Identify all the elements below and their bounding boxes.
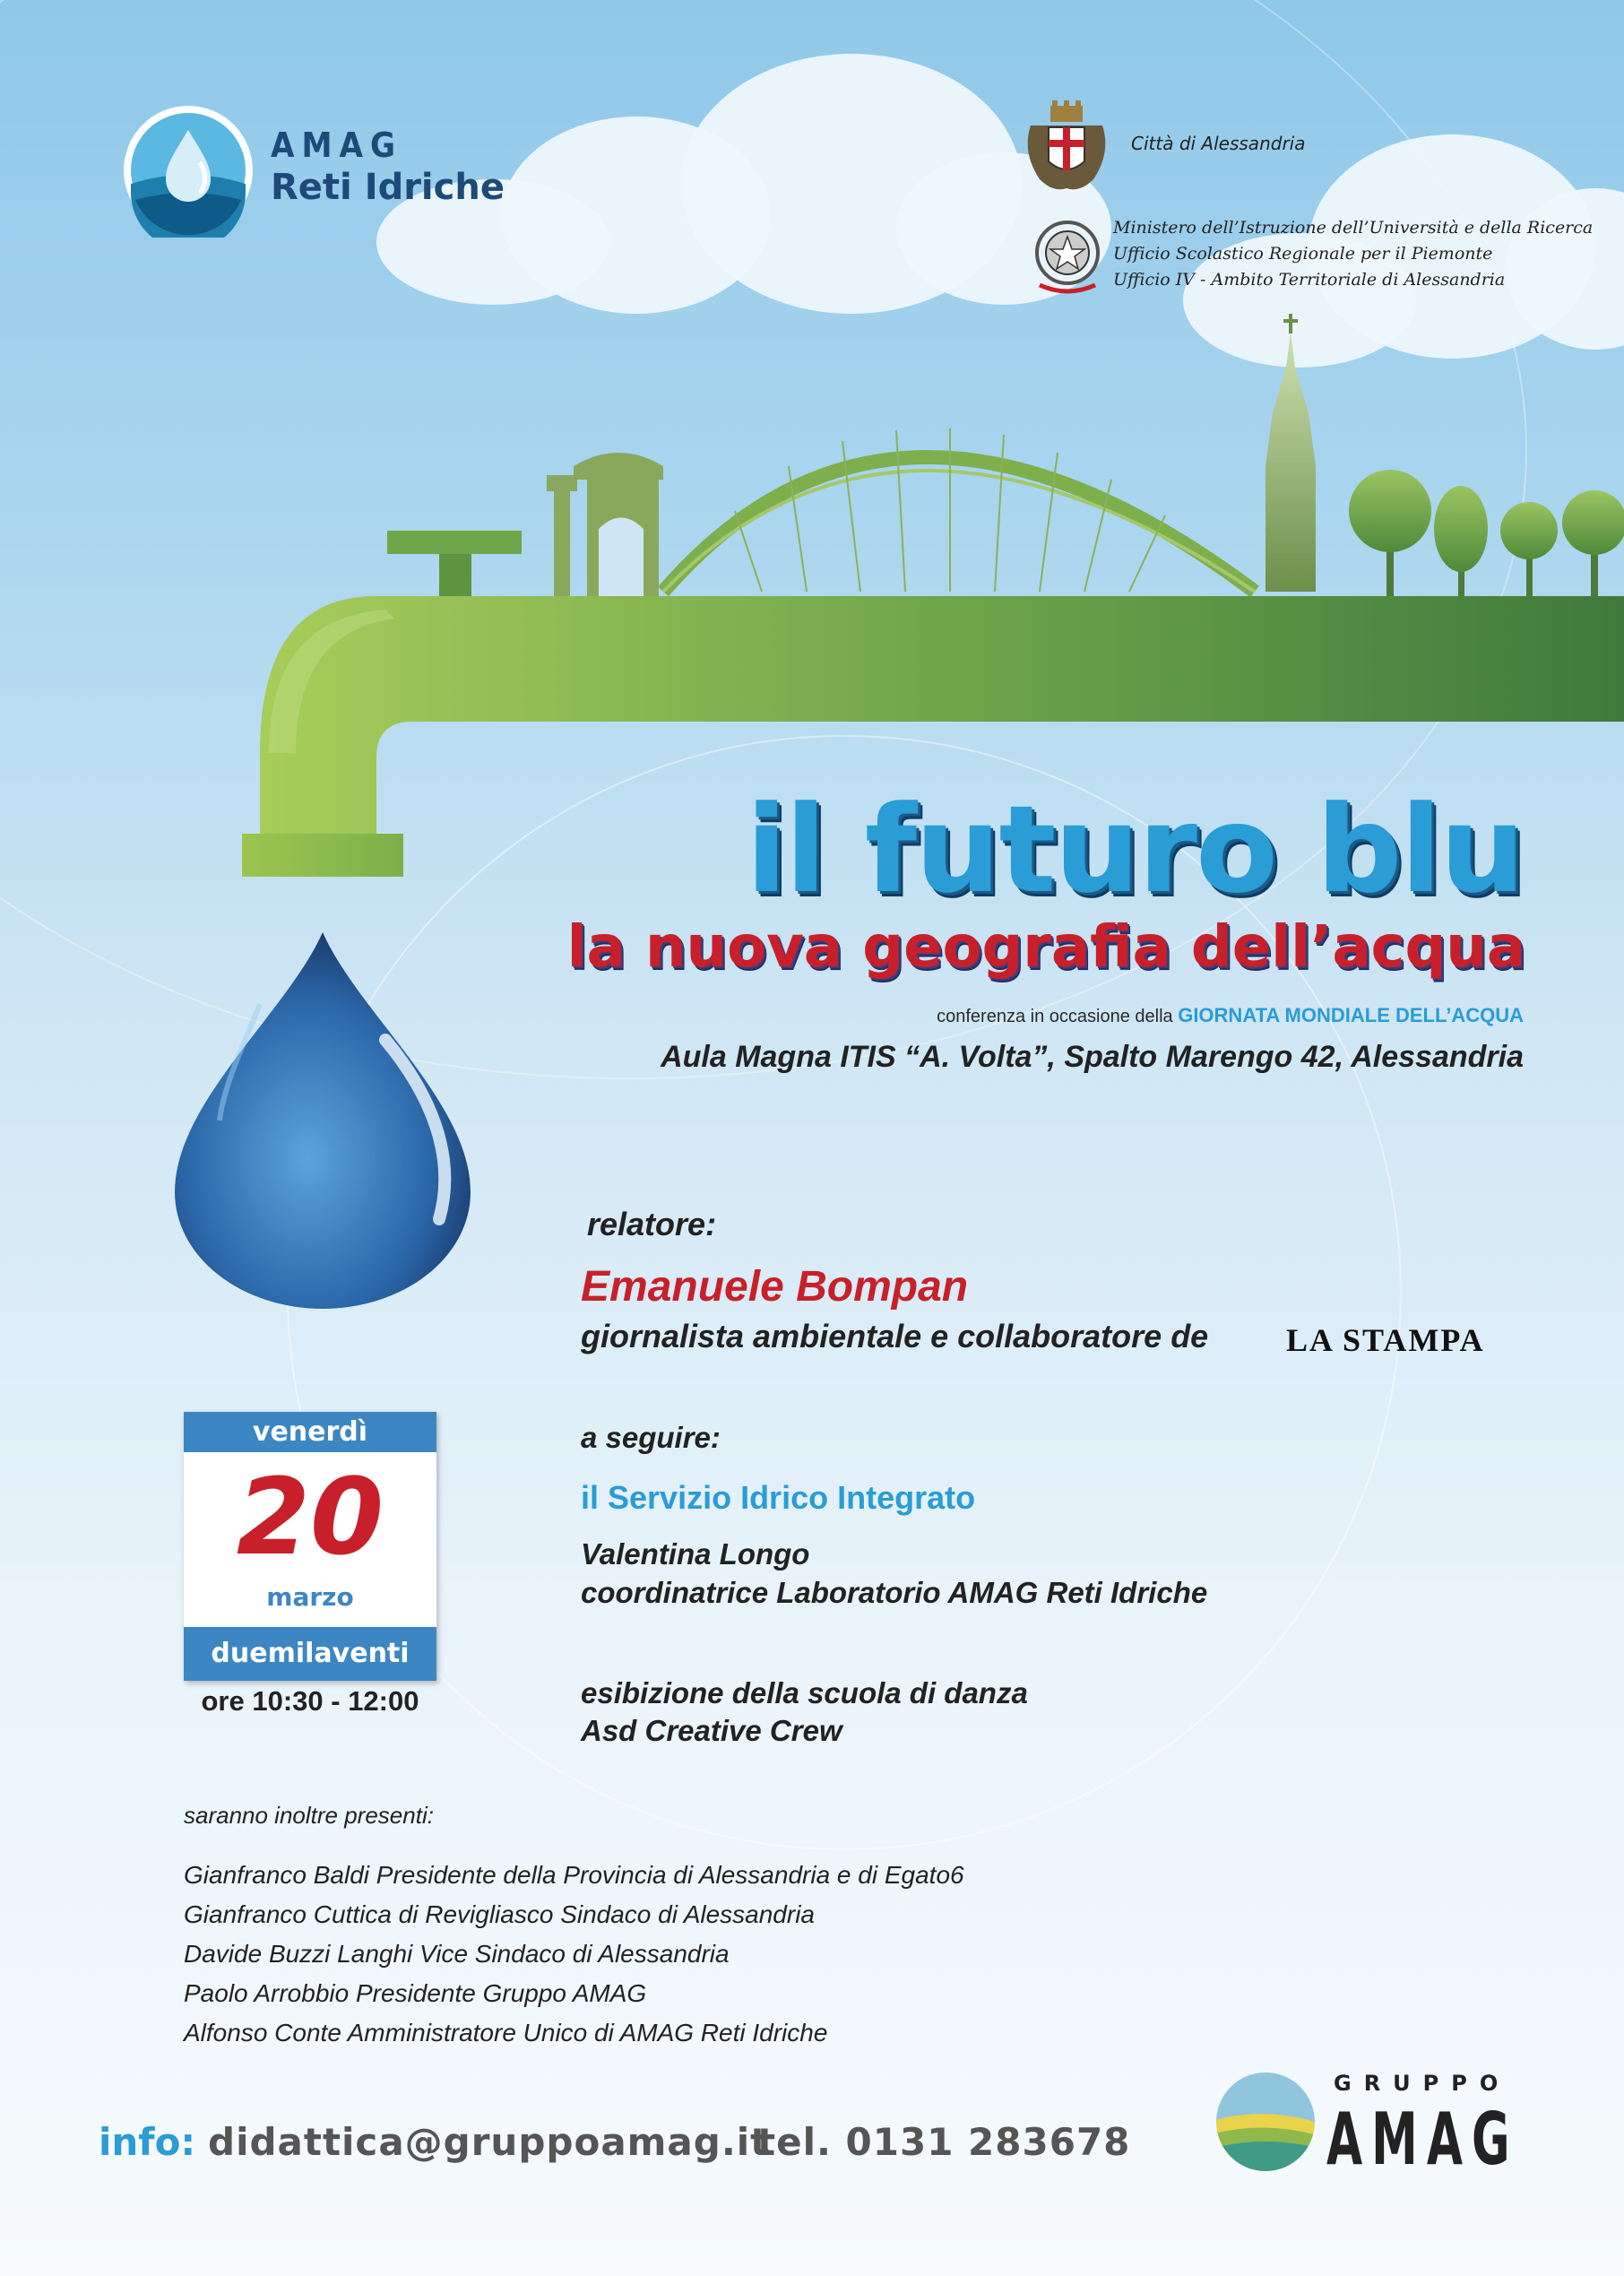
contact-phone[interactable]: tel. 0131 283678 — [757, 2120, 1131, 2164]
dance-performance: esibizione della scuola di danza — [581, 1676, 1028, 1709]
amag-group-name: AMAG — [1326, 2098, 1519, 2181]
program-topic: il Servizio Idrico Integrato — [581, 1479, 976, 1516]
ministry-line: Ufficio IV - Ambito Territoriale di Alessandria — [1113, 270, 1506, 290]
calendar-day: 20 — [236, 1455, 384, 1579]
dance-school: Asd Creative Crew — [581, 1714, 842, 1747]
info-label: info: — [99, 2120, 196, 2164]
calendar-weekday: venerdì — [184, 1412, 436, 1452]
follow-label: a seguire: — [581, 1421, 721, 1454]
conference-occasion — [538, 1004, 1524, 1027]
event-subtitle: la nuova geografia dell’acqua — [566, 914, 1525, 981]
calendar-year: duemilaventi — [184, 1627, 436, 1681]
guest-item: Paolo Arrobbio Presidente Gruppo AMAG — [184, 1979, 647, 2007]
guest-item: Davide Buzzi Langhi Vice Sindaco di Alessandria — [184, 1940, 730, 1968]
faucet-illustration-icon — [0, 0, 1624, 896]
presenter-name: Valentina Longo — [581, 1537, 810, 1571]
guests-intro: saranno inoltre presenti: — [184, 1802, 434, 1829]
speaker-role: giornalista ambientale e collaboratore de — [581, 1318, 1209, 1354]
world-water-day: GIORNATA MONDIALE DELL’ACQUA — [1178, 1004, 1524, 1026]
gruppo-amag-logo-icon — [1214, 2071, 1317, 2174]
event-venue: Aula Magna ITIS “A. Volta”, Spalto Marengo 42, Alessandria — [661, 1040, 1524, 1074]
guest-list — [184, 1856, 964, 2053]
contact-email[interactable]: didattica@gruppoamag.it — [208, 2120, 770, 2164]
amag-brand-name: AMAG — [271, 125, 403, 165]
conference-prefix: conferenza in occasione della — [937, 1007, 1173, 1026]
speaker-label: relatore: — [587, 1206, 717, 1242]
city-label: Città di Alessandria — [1131, 133, 1306, 154]
presenter-role: coordinatrice Laboratorio AMAG Reti Idriche — [581, 1576, 1208, 1609]
date-calendar — [184, 1412, 436, 1681]
event-title: il futuro blu — [746, 780, 1524, 920]
speaker-name: Emanuele Bompan — [581, 1263, 969, 1311]
newspaper-logo: LA STAMPA — [1286, 1322, 1485, 1358]
guest-item: Alfonso Conte Amministratore Unico di AMAG Reti Idriche — [184, 2019, 828, 2047]
amag-brand-subtitle: Reti Idriche — [271, 167, 505, 208]
guest-item: Gianfranco Baldi Presidente della Provincia di Alessandria e di Egato6 — [184, 1861, 964, 1889]
gruppo-label: GRUPPO — [1334, 2071, 1511, 2096]
ministry-line: Ufficio Scolastico Regionale per il Piemonte — [1113, 244, 1493, 264]
guest-item: Gianfranco Cuttica di Revigliasco Sindaco di Alessandria — [184, 1900, 815, 1928]
calendar-month: marzo — [266, 1582, 354, 1612]
ministry-line: Ministero dell’Istruzione dell’Università e della Ricerca — [1113, 218, 1594, 238]
event-time: ore 10:30 - 12:00 — [201, 1685, 419, 1717]
water-drop-icon — [170, 923, 475, 1318]
